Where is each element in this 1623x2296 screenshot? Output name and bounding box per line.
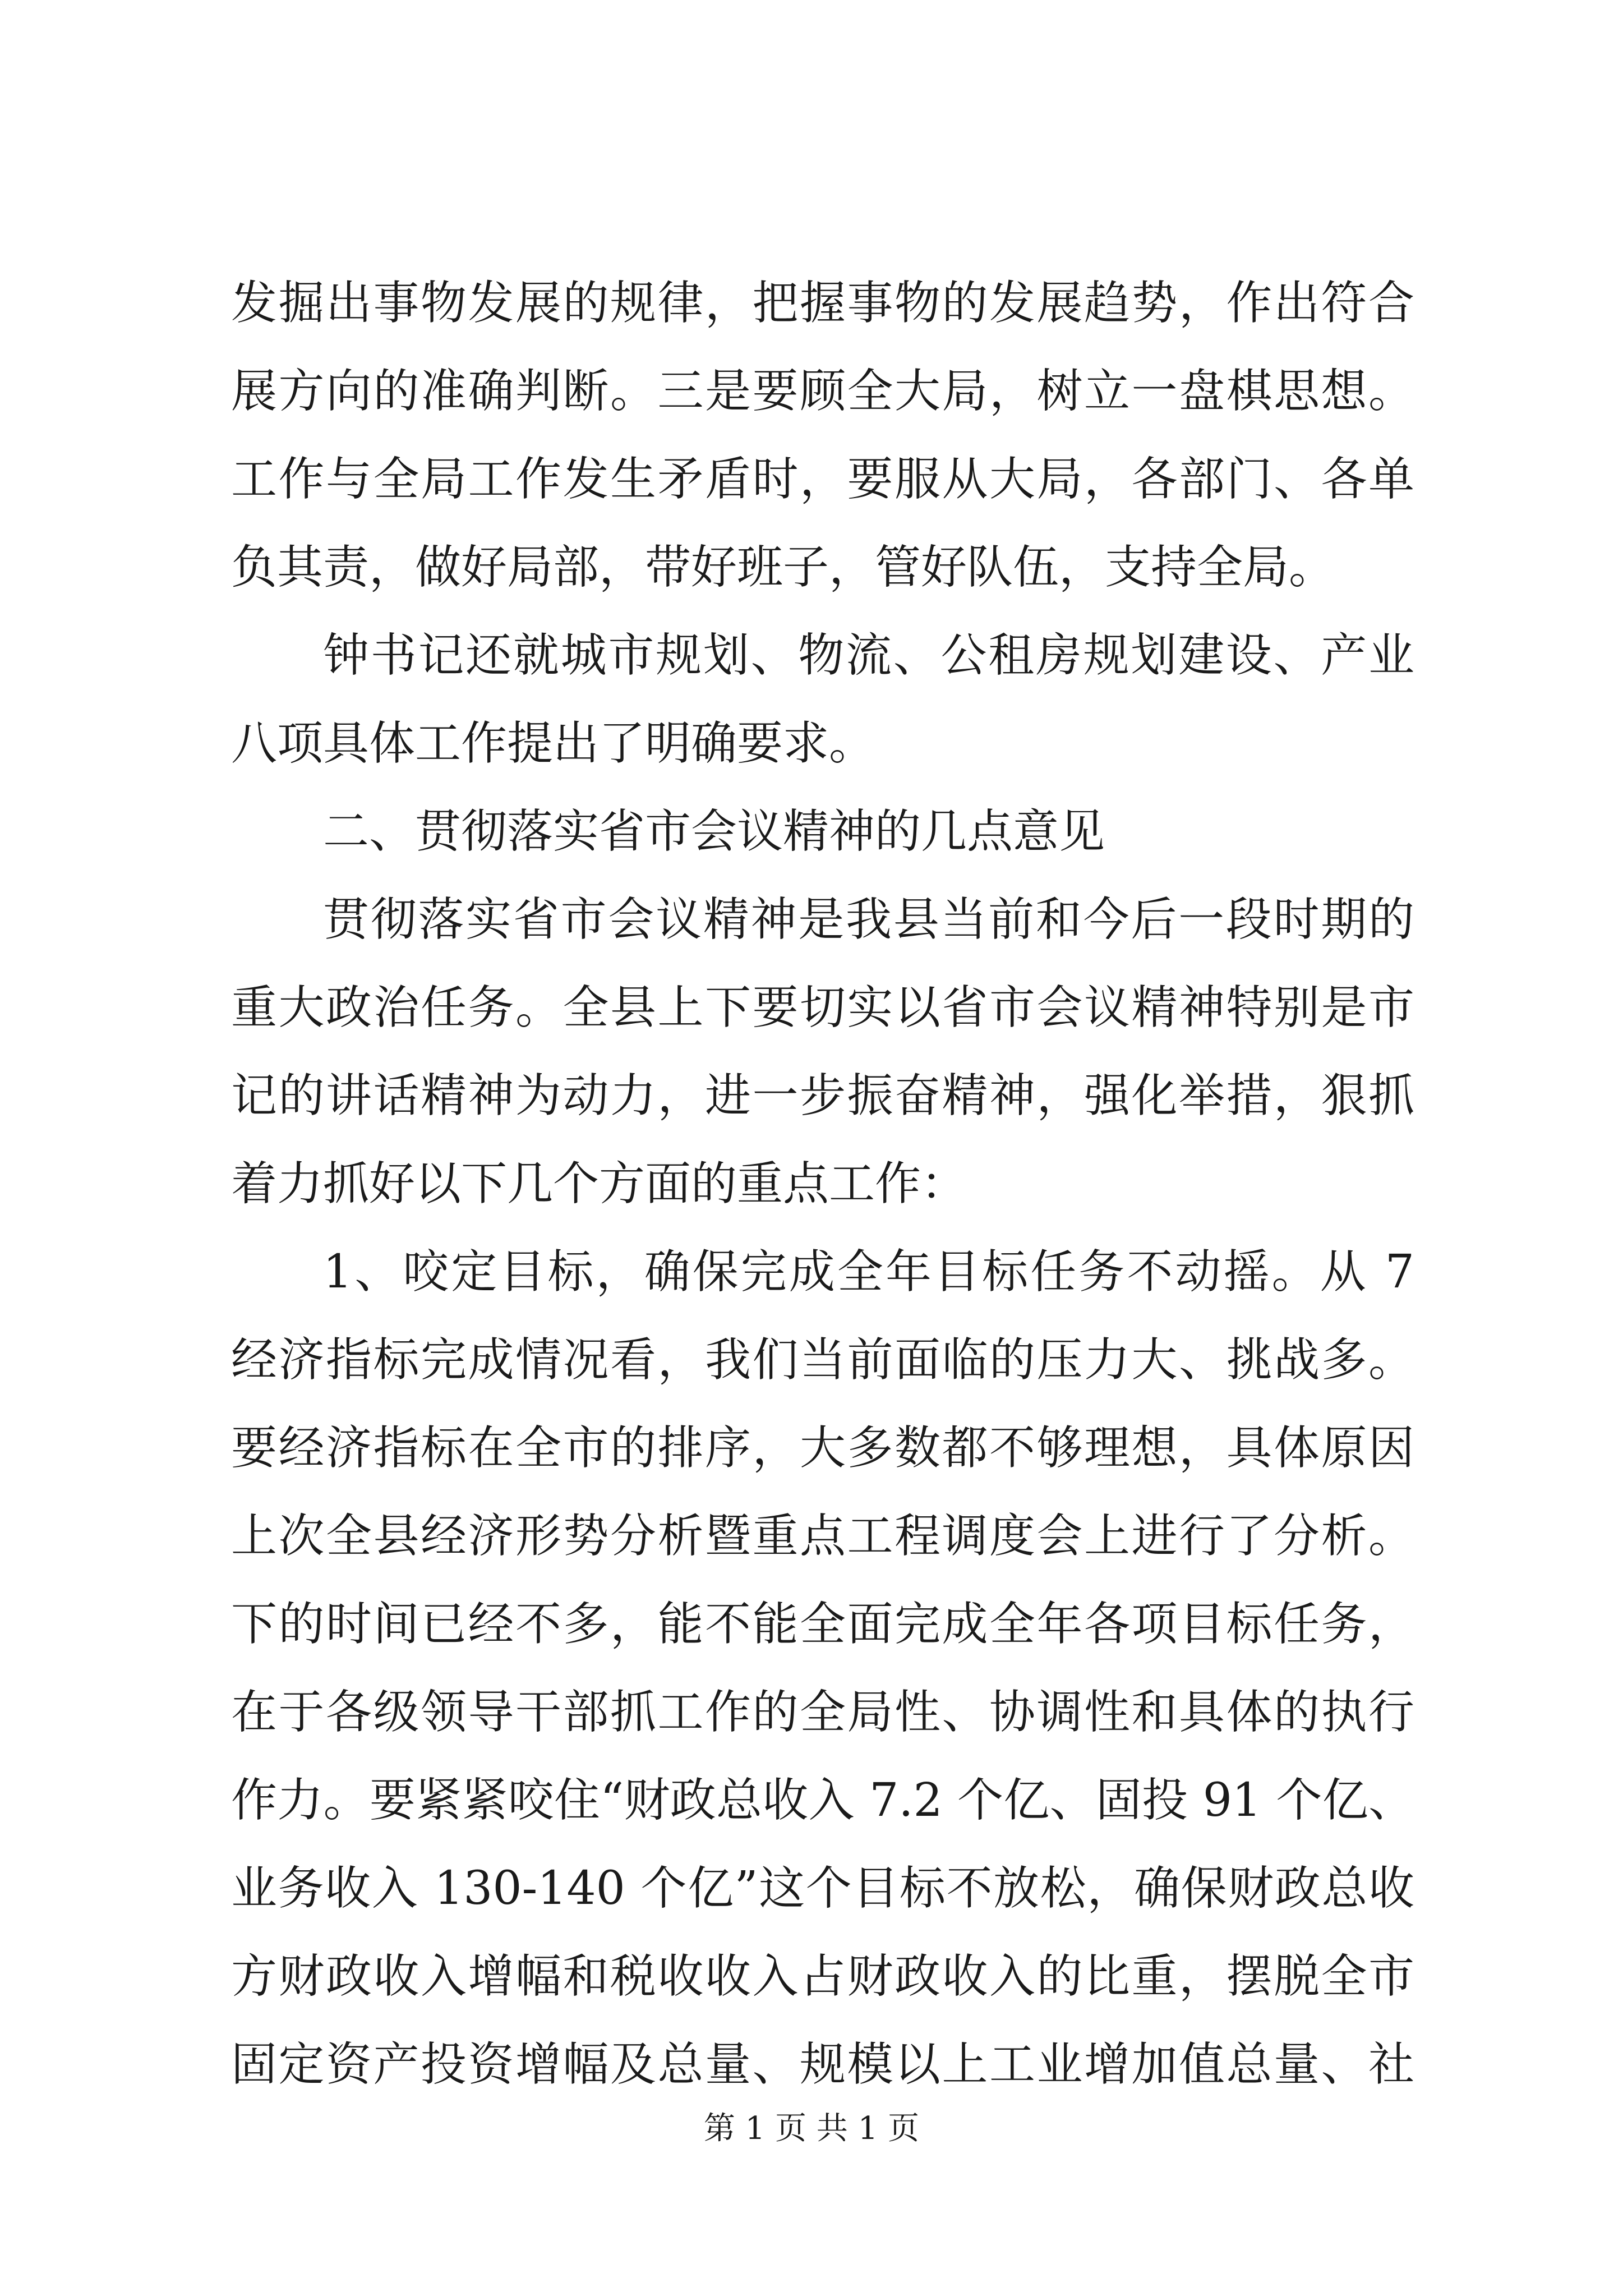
paragraph-line: 重大政治任务。全县上下要切实以省市会议精神特别是市 — [231, 981, 1414, 1034]
paragraph-line: 作力。要紧紧咬住“财政总收入 7.2 个亿、固投 91 个亿、 — [231, 1774, 1414, 1827]
paragraph-line: 钟书记还就城市规划、物流、公租房规划建设、产业 — [323, 629, 1414, 682]
paragraph-line: 下的时间已经不多，能不能全面完成全年各项目标任务， — [231, 1598, 1414, 1651]
paragraph-line: 业务收入 130-140 个亿”这个目标不放松，确保财政总收 — [231, 1862, 1414, 1915]
paragraph-line: 1、咬定目标，确保完成全年目标任务不动摇。从 7 — [323, 1245, 1414, 1299]
paragraph-line: 八项具体工作提出了明确要求。 — [231, 717, 875, 770]
paragraph-line: 工作与全局工作发生矛盾时，要服从大局，各部门、各单 — [231, 453, 1414, 506]
paragraph-line: 发掘出事物发展的规律，把握事物的发展趋势，作出符合 — [231, 277, 1414, 330]
paragraph-line: 记的讲话精神为动力，进一步振奋精神，强化举措，狠抓 — [231, 1069, 1414, 1122]
paragraph-line: 固定资产投资增幅及总量、规模以上工业增加值总量、社 — [231, 2038, 1414, 2091]
page-number-footer: 第 1 页 共 1 页 — [703, 2110, 920, 2147]
paragraph-line: 要经济指标在全市的排序，大多数都不够理想，具体原因 — [231, 1421, 1414, 1475]
paragraph-line: 在于各级领导干部抓工作的全局性、协调性和具体的执行 — [231, 1686, 1414, 1739]
document-body — [231, 259, 1414, 2109]
paragraph-line: 展方向的准确判断。三是要顾全大局，树立一盘棋思想。 — [231, 365, 1414, 418]
paragraph-line: 负其责，做好局部，带好班子，管好队伍，支持全局。 — [231, 541, 1335, 594]
paragraph-line: 上次全县经济形势分析暨重点工程调度会上进行了分析。 — [231, 1510, 1414, 1563]
section-heading: 二、贯彻落实省市会议精神的几点意见 — [323, 805, 1105, 858]
paragraph-line: 方财政收入增幅和税收收入占财政收入的比重，摆脱全市 — [231, 1950, 1414, 2003]
paragraph-line: 着力抓好以下几个方面的重点工作： — [231, 1157, 967, 1211]
paragraph-line: 贯彻落实省市会议精神是我县当前和今后一段时期的 — [323, 893, 1414, 946]
paragraph-line: 经济指标完成情况看，我们当前面临的压力大、挑战多。 — [231, 1333, 1414, 1387]
